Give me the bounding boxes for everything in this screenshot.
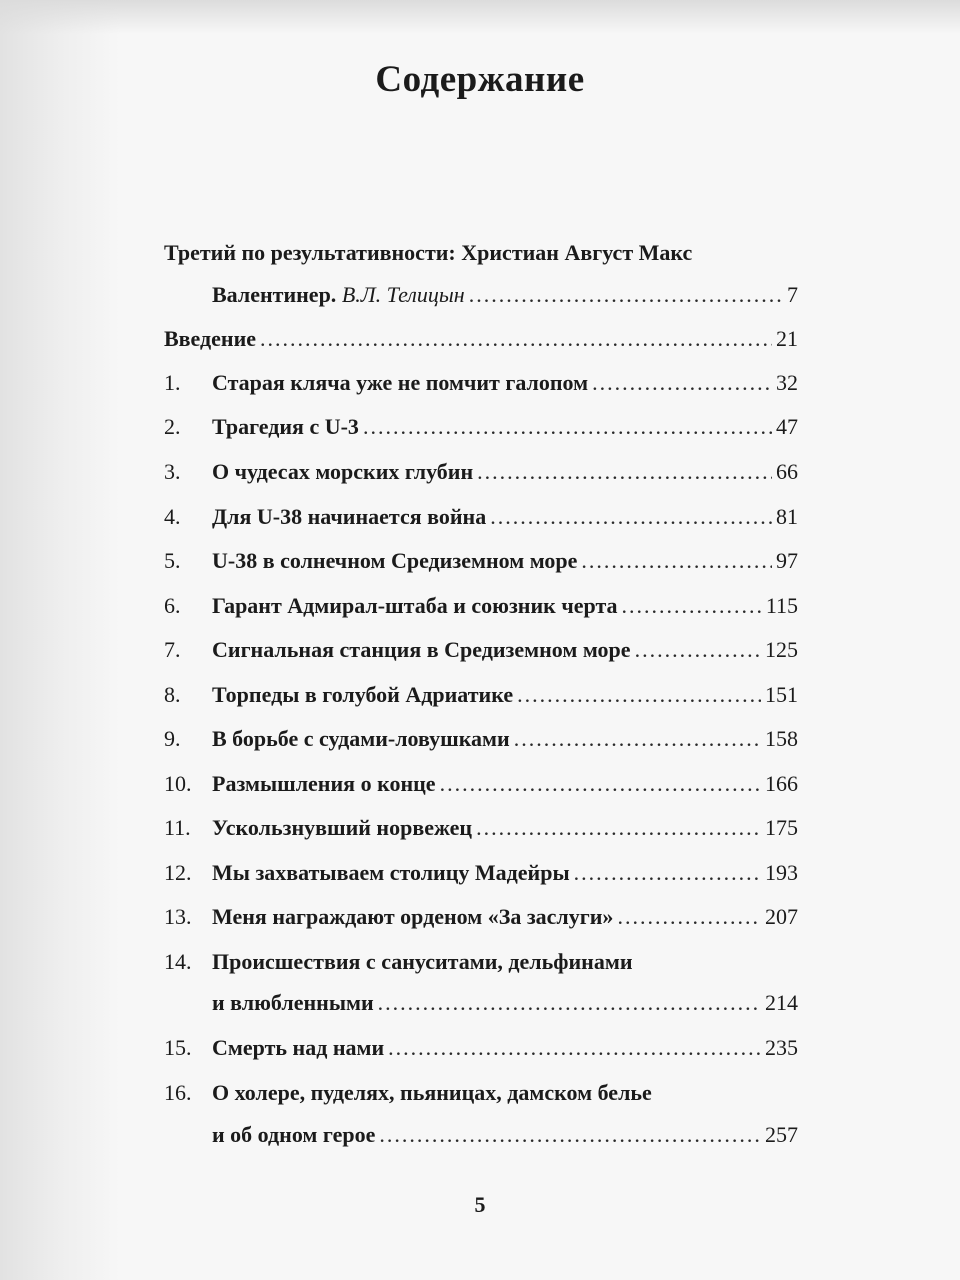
toc-page-number: 97 bbox=[776, 548, 798, 573]
toc-chapter-number: 2. bbox=[164, 414, 181, 439]
toc-page-number: 151 bbox=[765, 682, 798, 707]
toc-chapter-number: 13. bbox=[164, 904, 192, 929]
toc-entry-label: О чудесах морских глубин bbox=[212, 459, 474, 484]
page-number-footer: 5 bbox=[474, 1192, 486, 1217]
toc-entry-label: Для U-38 начинается война bbox=[212, 504, 487, 529]
toc-entry-label: Мы захватываем столицу Мадейры bbox=[212, 860, 570, 885]
toc-chapter-number: 5. bbox=[164, 548, 181, 573]
toc-entry-label: Размышления о конце bbox=[212, 771, 436, 796]
page-title: Содержание bbox=[375, 59, 585, 100]
leader-dots bbox=[592, 370, 772, 396]
toc-chapter-number: 15. bbox=[164, 1035, 192, 1060]
toc-page-number: 32 bbox=[776, 370, 798, 395]
leader-dots bbox=[469, 282, 783, 308]
toc-entry-label: О холере, пуделях, пьяницах, дамском белье bbox=[212, 1080, 652, 1105]
toc-page-number: 158 bbox=[765, 726, 798, 751]
toc-entry-label: Введение bbox=[164, 326, 257, 351]
toc-entry-label: Смерть над нами bbox=[212, 1035, 385, 1060]
leader-dots bbox=[388, 1035, 761, 1061]
toc-entry-label: Трагедия с U-3 bbox=[212, 414, 359, 439]
toc-entry-chapter-13 bbox=[164, 904, 798, 934]
toc-chapter-number: 9. bbox=[164, 726, 181, 751]
toc-entry-label: Валентинер. В.Л. Телицын bbox=[212, 282, 465, 307]
leader-dots bbox=[440, 771, 761, 797]
toc-entry-label: Сигнальная станция в Средиземном море bbox=[212, 637, 631, 662]
leader-dots bbox=[581, 548, 772, 574]
toc-chapter-number: 3. bbox=[164, 459, 181, 484]
leader-dots bbox=[379, 1122, 761, 1148]
toc-entry-label-continuation: и об одном герое bbox=[212, 1122, 376, 1147]
toc-entry-label: Гарант Адмирал-штаба и союзник черта bbox=[212, 593, 618, 618]
toc-chapter-number: 7. bbox=[164, 637, 181, 662]
toc-page-number: 21 bbox=[776, 326, 798, 351]
toc-entry-label: Третий по результативности: Христиан Август Макс bbox=[164, 240, 693, 265]
toc-page-number: 235 bbox=[765, 1035, 798, 1060]
leader-dots bbox=[477, 459, 772, 485]
leader-dots bbox=[490, 504, 772, 530]
toc-entry-label: Торпеды в голубой Адриатике bbox=[212, 682, 514, 707]
toc-entry-chapter-14-line1 bbox=[164, 949, 798, 979]
toc-chapter-number: 14. bbox=[164, 949, 192, 974]
toc-page-number: 81 bbox=[776, 504, 798, 529]
leader-dots bbox=[378, 990, 761, 1016]
toc-page-number: 257 bbox=[765, 1122, 798, 1147]
toc-entry-chapter-5 bbox=[164, 548, 798, 578]
toc-entry-preface-line1 bbox=[164, 240, 798, 270]
toc-entry-chapter-4 bbox=[164, 504, 798, 534]
toc-entry-chapter-2 bbox=[164, 414, 798, 444]
toc-entry-chapter-8 bbox=[164, 682, 798, 712]
toc-page-number: 207 bbox=[765, 904, 798, 929]
toc-entry-chapter-6 bbox=[164, 593, 798, 623]
toc-entry-chapter-16-line1 bbox=[164, 1080, 798, 1110]
toc-entry-chapter-14-line2 bbox=[164, 990, 798, 1020]
toc-chapter-number: 12. bbox=[164, 860, 192, 885]
toc-entry-author: В.Л. Телицын bbox=[341, 282, 465, 307]
toc-chapter-number: 1. bbox=[164, 370, 181, 395]
toc-page-number: 7 bbox=[787, 282, 798, 307]
toc-page-number: 125 bbox=[765, 637, 798, 662]
page-shadow-left bbox=[0, 0, 120, 1280]
toc-entry-label: Старая кляча уже не помчит галопом bbox=[212, 370, 589, 395]
toc-page-number: 66 bbox=[776, 459, 798, 484]
page-shadow-top bbox=[0, 0, 960, 34]
toc-page-number: 47 bbox=[776, 414, 798, 439]
leader-dots bbox=[363, 414, 772, 440]
toc-page-number: 166 bbox=[765, 771, 798, 796]
toc-entry-chapter-16-line2 bbox=[164, 1122, 798, 1152]
toc-entry-introduction bbox=[164, 326, 798, 356]
leader-dots bbox=[517, 682, 761, 708]
toc-entry-chapter-15 bbox=[164, 1035, 798, 1065]
leader-dots bbox=[476, 815, 761, 841]
leader-dots bbox=[514, 726, 761, 752]
toc-chapter-number: 4. bbox=[164, 504, 181, 529]
toc-page-number: 115 bbox=[765, 593, 798, 618]
toc-entry-chapter-10 bbox=[164, 771, 798, 801]
toc-page-number: 175 bbox=[765, 815, 798, 840]
toc-entry-chapter-11 bbox=[164, 815, 798, 845]
toc-chapter-number: 6. bbox=[164, 593, 181, 618]
leader-dots bbox=[617, 904, 761, 930]
toc-chapter-number: 8. bbox=[164, 682, 181, 707]
leader-dots bbox=[622, 593, 762, 619]
toc-entry-chapter-3 bbox=[164, 459, 798, 489]
toc-page-number: 214 bbox=[765, 990, 798, 1015]
toc-entry-label: В борьбе с судами-ловушками bbox=[212, 726, 510, 751]
leader-dots bbox=[574, 860, 761, 886]
toc-entry-label: Ускользнувший норвежец bbox=[212, 815, 473, 840]
toc-entry-label: U-38 в солнечном Средиземном море bbox=[212, 548, 578, 573]
toc-entry-chapter-7 bbox=[164, 637, 798, 667]
leader-dots bbox=[260, 326, 772, 352]
leader-dots bbox=[635, 637, 761, 663]
toc-entry-chapter-1 bbox=[164, 370, 798, 400]
toc-chapter-number: 16. bbox=[164, 1080, 192, 1105]
toc-entry-label: Происшествия с сануситами, дельфинами bbox=[212, 949, 633, 974]
toc-chapter-number: 11. bbox=[164, 815, 191, 840]
toc-chapter-number: 10. bbox=[164, 771, 192, 796]
toc-entry-label: Меня награждают орденом «За заслуги» bbox=[212, 904, 614, 929]
toc-page-number: 193 bbox=[765, 860, 798, 885]
toc-entry-preface-line2 bbox=[164, 282, 798, 312]
toc-entry-label-continuation: и влюбленными bbox=[212, 990, 374, 1015]
toc-entry-chapter-12 bbox=[164, 860, 798, 890]
toc-entry-chapter-9 bbox=[164, 726, 798, 756]
